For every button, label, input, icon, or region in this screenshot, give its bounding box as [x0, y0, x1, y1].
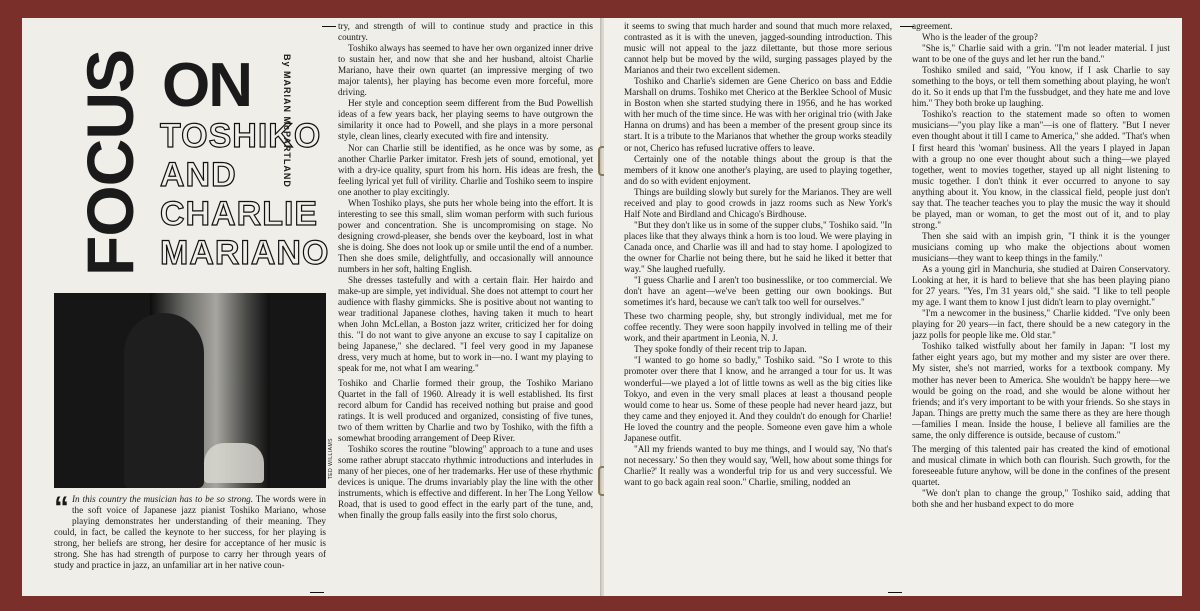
paragraph: Then she said with an impish grin, "I think it is the younger musicians coming up who make the objections about women musicians—they want to keep things in the family." [912, 230, 1170, 263]
title-line-3: CHARLIE [160, 195, 319, 233]
paragraph: As a young girl in Manchuria, she studied at Dairen Conservatory. Looking at her, it is hard to believe that she has been playing piano for 27 years. "Yes, I'm 31 years old," she said. "I like to tell people my age. I want them to know I just didn't learn to play overnight." [912, 264, 1170, 308]
paragraph: Toshiko and Charlie's sidemen are Gene Cherico on bass and Eddie Marshall on drums. Toshiko met Cherico at the Berklee School of Music in Boston when she started studying there in 1956, and he has worked with her much of the time since. He was with her original trio (with Jake Hanna on drums) and has been a member of the present group since its start. It is a tribute to the Marianos that whether the group works steadily or not, Cherico has refused lucrative offers to leave. [624, 76, 892, 153]
column-end-rule [888, 592, 902, 593]
paragraph: try, and strength of will to continue study and practice in this country. [338, 21, 593, 43]
intro-text: The words were in the soft voice of Japanese jazz pianist Toshiko Mariano, whose playing demonstrates her understanding of their meaning. They could, in fact, be called the keynote to her success, for her playing is strong, her beliefs are strong, her desire for acceptance of her music is strong. She has had strength of purpose to carry her through years of study and practice in jazz, an unfamiliar art in her native coun- [54, 494, 326, 571]
column-end-rule [310, 592, 324, 593]
right-page-column-2 [912, 21, 1170, 593]
paragraph: Toshiko scores the routine "blowing" approach to a tune and uses some rather abrupt staccato rhythmic introductions and interludes in many of her pieces, one of her trademarks. Her use of these rhythmic devices is unique. The drums invariably play the line with the other instruments, which is effective and different. In her The Long Yellow Road, that is used to good effect in the early part of the tune, and, when finally the group falls easily into the first solo chorus, [338, 443, 593, 521]
paragraph: it seems to swing that much harder and sound that much more relaxed, contrasted as it is with the uneven, jagged-sounding introduction. This music will not appeal to the jazz dilettante, but those more serious cannot help but be moved by the wild, surging passages played by the Marianos and their two excellent sidemen. [624, 21, 892, 76]
title-focus: FOCUS [73, 50, 147, 276]
column-start-rule [322, 26, 336, 27]
paragraph: "I wanted to go home so badly," Toshiko said. "So I wrote to this promoter over there that I know, and he arranged a tour for us. It was wonderful—we played a lot of little towns as well as the big cities like Tokyo, and even in the very small places at least a thousand people would come to hear us. Some of these people had never heard jazz, but they came and they enjoyed it. And they couldn't do enough for Charlie! He loved the country and the people. Someone even gave him a whole Japanese outfit. [624, 355, 892, 443]
musician-photo [54, 293, 326, 488]
paragraph: agreement. [912, 21, 953, 31]
paragraph: Certainly one of the notable things about the group is that the members of it know one another's playing, are used to playing together, and do so with evident enjoyment. [624, 153, 892, 186]
left-page [22, 18, 602, 596]
title-on: ON [162, 51, 251, 120]
paragraph: Who is the leader of the group? [922, 32, 1038, 43]
paragraph: "I guess Charlie and I aren't too businesslike, or too commercial. We don't have an agent—we've been getting our own bookings. But sometimes it's hard, because we can't talk too well for ourselves." [624, 275, 892, 308]
paragraph: Nor can Charlie still be identified, as he once was by some, as another Charlie Parker imitator. Fresh jets of sound, emotional, yet with a dry-ice quality, spurt from his horn. His ideas are fresh, the feeling lyrical yet full of virility. Charlie and Toshiko seem to inspire one another to play excitingly. [338, 142, 593, 197]
paragraph: Toshiko and Charlie formed their group, the Toshiko Mariano Quartet in the fall of 1960. Already it is well established. Its first record album for Candid has received nothing but praise and good ratings. It is well produced and organized, consisting of five tunes, two of them written by Charlie and two by Toshiko, with the fifth a somewhat brooding arrangement of Deep River. [338, 377, 593, 443]
right-page [604, 18, 1182, 596]
paragraph: These two charming people, shy, but strongly individual, met me for coffee recently. They were soon happily involved in telling me of their work, and their apartment in Leonia, N. J. [624, 311, 892, 344]
paragraph: Her style and conception seem different from the Bud Powellish ideas of a few years back, her playing seems to have outgrown the similarity it once had to Powell, and she plays in a more personal style, clean lines, clearly executed with fire and intensity. [338, 98, 593, 142]
paragraph: Things are building slowly but surely for the Marianos. They are well received and play to good crowds in jazz rooms such as New York's Half Note and Birdland and Chicago's Birdhouse. [624, 186, 892, 219]
paragraph: Toshiko always has seemed to have her own organized inner drive to sustain her, and now that she and her husband, altoist Charlie Mariano, have their own quartet (an impressive merging of two major talents), her playing has become even more forceful, more driving. [338, 43, 593, 98]
magazine-spread [22, 18, 1182, 596]
left-page-column-2 [338, 21, 593, 593]
intro-lead: In this country the musician has to be so strong. [72, 494, 254, 504]
paragraph: When Toshiko plays, she puts her whole being into the effort. It is interesting to see this small, slim woman perform with such furious power and concentration. She is uncompromising on stage. No designing crowd-pleaser, she bends over the keyboard, lost in what she is doing. She does not look up or smile until the end of a number. Then she does smile, delightfully, and occasionally will announce numbers in her soft, halting English. [338, 197, 593, 275]
paragraph: Toshiko's reaction to the statement made so often to women musicians—"you play like a man"—is one of flattery. "But I never even thought about it till I came to America," she added. "That's when I first heard this 'woman' business. All the years I played in Japan with a group no one ever thought about such a thing—we played together, went to movies together, stayed up all night listening to music together. I don't think it ever occurred to anyone to say anything about it. You know, in the classical field, people just don't say that. The teacher teaches you to play the music the way it should be played, man or woman, to get the most out of it, and to play strong." [912, 109, 1170, 230]
paragraph: "I'm a newcomer in the business," Charlie kidded. "I've only been playing for 20 years—in fact, there should be a new category in the jazz polls for people like me. Old star." [912, 308, 1170, 341]
right-page-column-1 [624, 21, 892, 593]
paragraph: "All my friends wanted to buy me things, and I would say, 'No that's not necessary.' So then they would say, 'Well, how about some things for Charlie?' It really was a wonderful trip for us and very successful. We want to go back again real soon." Charlie, smiling, nodded an [624, 443, 892, 487]
paragraph: "She is," Charlie said with a grin. "I'm not leader material. I just want to be one of the guys and let her run the band." [912, 43, 1170, 65]
byline: By MARIAN McPARTLAND [282, 54, 292, 188]
paragraph: She dresses tastefully and with a certain flair. Her hairdo and make-up are simple, yet individual. She does not attempt to court her audience with flashy gimmicks. She is positive about not wanting to wear traditional Japanese clothes, having taken it much to heart when John McLellan, a Boston jazz writer, criticized her for doing this. "I do not want to give anyone an excuse to say I capitalize on being Japanese," she declared. "I feel very good in my Japanese dress, very much at home, but to work in—no. I want my playing to speak for me, not what I am wearing." [338, 275, 593, 374]
intro-open-quote: “ [54, 494, 69, 524]
title-line-1: TOSHIKO [160, 117, 322, 155]
photo-figure-silhouette [124, 313, 204, 488]
title-line-4: MARIANO [160, 234, 330, 272]
photo-credit: TED WILLIAMS [328, 438, 334, 480]
paragraph: Toshiko smiled and said, "You know, if I ask Charlie to say something to the boys, or tell them something about playing, he won't do it. So it ends up that I'm the fussbudget, and they hate me and love him." They both broke up laughing. [912, 65, 1170, 109]
photo-instrument-highlight [204, 443, 264, 483]
paragraph: "We don't plan to change the group," Toshiko said, adding that both she and her husband expect to do more [912, 487, 1170, 510]
intro-paragraph [54, 494, 326, 594]
paragraph: The merging of this talented pair has created the kind of emotional and musical climate in which both can flourish. Such growth, for the foreseeable future anyhow, will be done in the confines of the present quartet. [912, 443, 1170, 487]
title-line-2: AND [160, 156, 237, 194]
paragraph: Toshiko talked wistfully about her family in Japan: "I lost my father eight years ago, but my mother and my sister are over there. My sister, she's not married, works for a textbook company. My mother has never been to America. She wouldn't be happy here—we would be going on the road, and she would be alone without her friends; and it's very important to be with your friends. So she stays in Japan. Things are pretty much the same there as they are here though—families I mean. Inside the house, I believe all families are the same, the only difference is outside, because of custom." [912, 341, 1170, 440]
paragraph: They spoke fondly of their recent trip to Japan. [634, 344, 807, 355]
paragraph: "But they don't like us in some of the supper clubs," Toshiko said. "In places like that they always think a horn is too loud. We were playing in Canada once, and Charlie was ill and had to stay home. I apologized to the owner for Charlie not being there, but he said he liked it better that way." She laughed ruefully. [624, 219, 892, 275]
